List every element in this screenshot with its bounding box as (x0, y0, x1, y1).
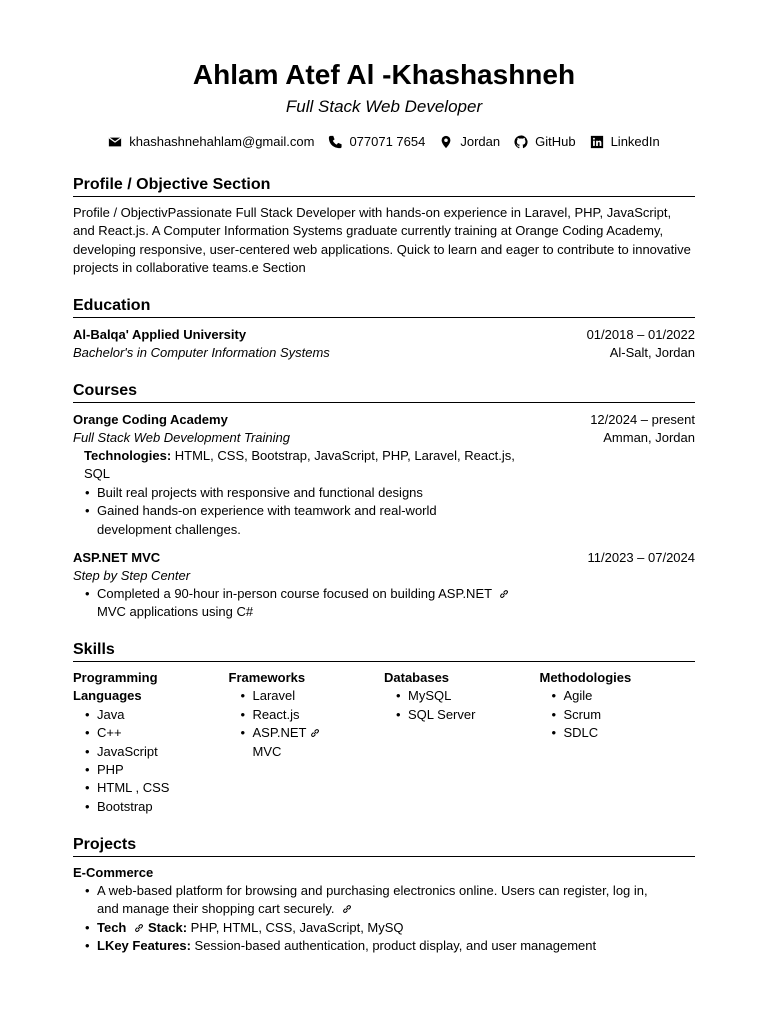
features-label: LKey Features: (97, 938, 191, 954)
course-2-org: ASP.NET MVC (73, 550, 161, 565)
courses-section-title: Courses (73, 381, 695, 403)
course-1-program: Full Stack Web Development Training (73, 430, 291, 445)
skill-heading: Methodologies (539, 670, 632, 685)
skills-section-title: Skills (73, 640, 695, 662)
bullet-text-b: MVC applications using C# (97, 604, 254, 620)
education-section-title: Education (73, 296, 695, 318)
tech-text: PHP, HTML, CSS, JavaScript, MySQ (187, 919, 404, 935)
skill-item: • Scrum (540, 706, 696, 724)
skill-item (229, 724, 385, 761)
projects-section-title: Projects (73, 835, 695, 857)
project-1-bullets (73, 882, 695, 956)
education-location: Al-Salt, Jordan (609, 345, 695, 360)
course-2-bullets (73, 585, 563, 622)
skill-list (540, 687, 696, 742)
skill-heading: Languages (73, 688, 142, 704)
education-row-2 (73, 344, 695, 362)
github-icon (514, 135, 528, 149)
degree-name: Bachelor's in Computer Information Systems (73, 345, 330, 360)
course-2-row-1 (73, 549, 695, 567)
list-item: • Built real projects with responsive and functional designs (73, 484, 543, 502)
profile-section-title: Profile / Objective Section (73, 175, 695, 197)
skill-item-text: MVC (252, 743, 282, 759)
skill-heading: Databases (384, 670, 450, 685)
candidate-name: Ahlam Atef Al -Khashashneh (192, 59, 576, 90)
course-1-technologies (84, 447, 544, 484)
linkedin-icon (590, 135, 604, 149)
link-icon[interactable] (499, 589, 509, 599)
course-1-bullets (73, 484, 543, 539)
course-1-dates: 12/2024 – present (590, 412, 695, 427)
skill-list (384, 687, 540, 724)
bullet-text-a: Gained hands-on experience with teamwork and real-world (97, 503, 437, 519)
contact-email[interactable] (108, 133, 314, 151)
list-item (73, 919, 695, 937)
course-1-location: Amman, Jordan (603, 430, 695, 445)
skill-item: • Bootstrap (73, 798, 229, 816)
skill-item: • React.js (229, 706, 385, 724)
link-icon[interactable] (342, 904, 352, 914)
course-1-org: Orange Coding Academy (73, 412, 228, 427)
skill-item: • HTML , CSS (73, 779, 229, 797)
skill-item: • JavaScript (73, 743, 229, 761)
phone-icon (328, 135, 342, 149)
skill-item-text: ASP.NET (252, 725, 307, 741)
github-text: GitHub (535, 134, 576, 149)
profile-summary: Profile / ObjectivPassionate Full Stack Developer with hands-on experience in Laravel, PHP, JavaScript, and React.js. A Computer Information Systems graduate currently training at Orange Coding Academy, developing responsive, user-centered web applications. Quick to learn and eager to contribute to innovative projects in collaborative teams.e Section (73, 205, 691, 276)
skills-grid (73, 669, 695, 816)
list-item (73, 937, 695, 955)
contact-linkedin[interactable] (590, 133, 660, 151)
phone-text: 077071 7654 (349, 134, 426, 149)
skill-item: • PHP (73, 761, 229, 779)
bullet-text-a: A web-based platform for browsing and purchasing electronics online. Users can register, log in, (97, 883, 648, 898)
tech-label: Technologies: (84, 448, 172, 463)
skill-list (229, 687, 385, 761)
link-icon[interactable] (310, 728, 320, 738)
school-name: Al-Balqa' Applied University (73, 327, 247, 342)
course-2-dates: 11/2023 – 07/2024 (587, 550, 695, 565)
course-1-row-2 (73, 429, 695, 447)
skill-item: • SQL Server (384, 706, 540, 724)
list-item (73, 882, 695, 919)
contact-phone[interactable] (328, 133, 425, 151)
skill-item: • Agile (540, 687, 696, 705)
envelope-icon (108, 135, 122, 149)
tech-label: Tech (97, 919, 127, 935)
email-text: khashashnehahlam@gmail.com (129, 134, 315, 149)
bullet-text-b: development challenges. (97, 521, 241, 537)
location-pin-icon (439, 135, 453, 149)
skill-column-databases (384, 669, 540, 816)
tech-text-2: SQL (84, 466, 111, 482)
skill-column-frameworks (229, 669, 385, 816)
skill-list (73, 706, 229, 816)
education-row-1 (73, 326, 695, 344)
skill-item: • Java (73, 706, 229, 724)
tech-text: HTML, CSS, Bootstrap, JavaScript, PHP, Laravel, React.js, (171, 448, 515, 463)
course-2-row-2 (73, 567, 695, 585)
bullet-text-b: and manage their shopping cart securely. (97, 901, 335, 917)
skill-column-methodologies (540, 669, 696, 816)
location-text: Jordan (460, 134, 501, 149)
bullet-text-a: Completed a 90-hour in-person course focused on building ASP.NET (97, 586, 492, 601)
education-dates: 01/2018 – 01/2022 (586, 327, 695, 342)
contact-github[interactable] (514, 133, 575, 151)
course-2-program: Step by Step Center (73, 568, 191, 583)
skill-heading: Programming (73, 670, 158, 685)
link-icon[interactable] (134, 923, 144, 933)
contact-location (439, 133, 500, 151)
contact-bar (73, 133, 695, 151)
project-1-name: E-Commerce (73, 865, 154, 880)
skill-item: • MySQL (384, 687, 540, 705)
candidate-role: Full Stack Web Developer (285, 97, 483, 116)
list-item (73, 585, 563, 622)
skill-item: • SDLC (540, 724, 696, 742)
course-1-row-1 (73, 411, 695, 429)
skill-item: • C++ (73, 724, 229, 742)
tech-label: Stack: (148, 919, 188, 935)
linkedin-text: LinkedIn (610, 134, 660, 149)
features-text: Session-based authentication, product display, and user management (190, 938, 597, 954)
skill-column-programming (73, 669, 229, 816)
list-item (73, 502, 543, 539)
skill-heading: Frameworks (228, 670, 306, 685)
skill-item: • Laravel (229, 687, 385, 705)
